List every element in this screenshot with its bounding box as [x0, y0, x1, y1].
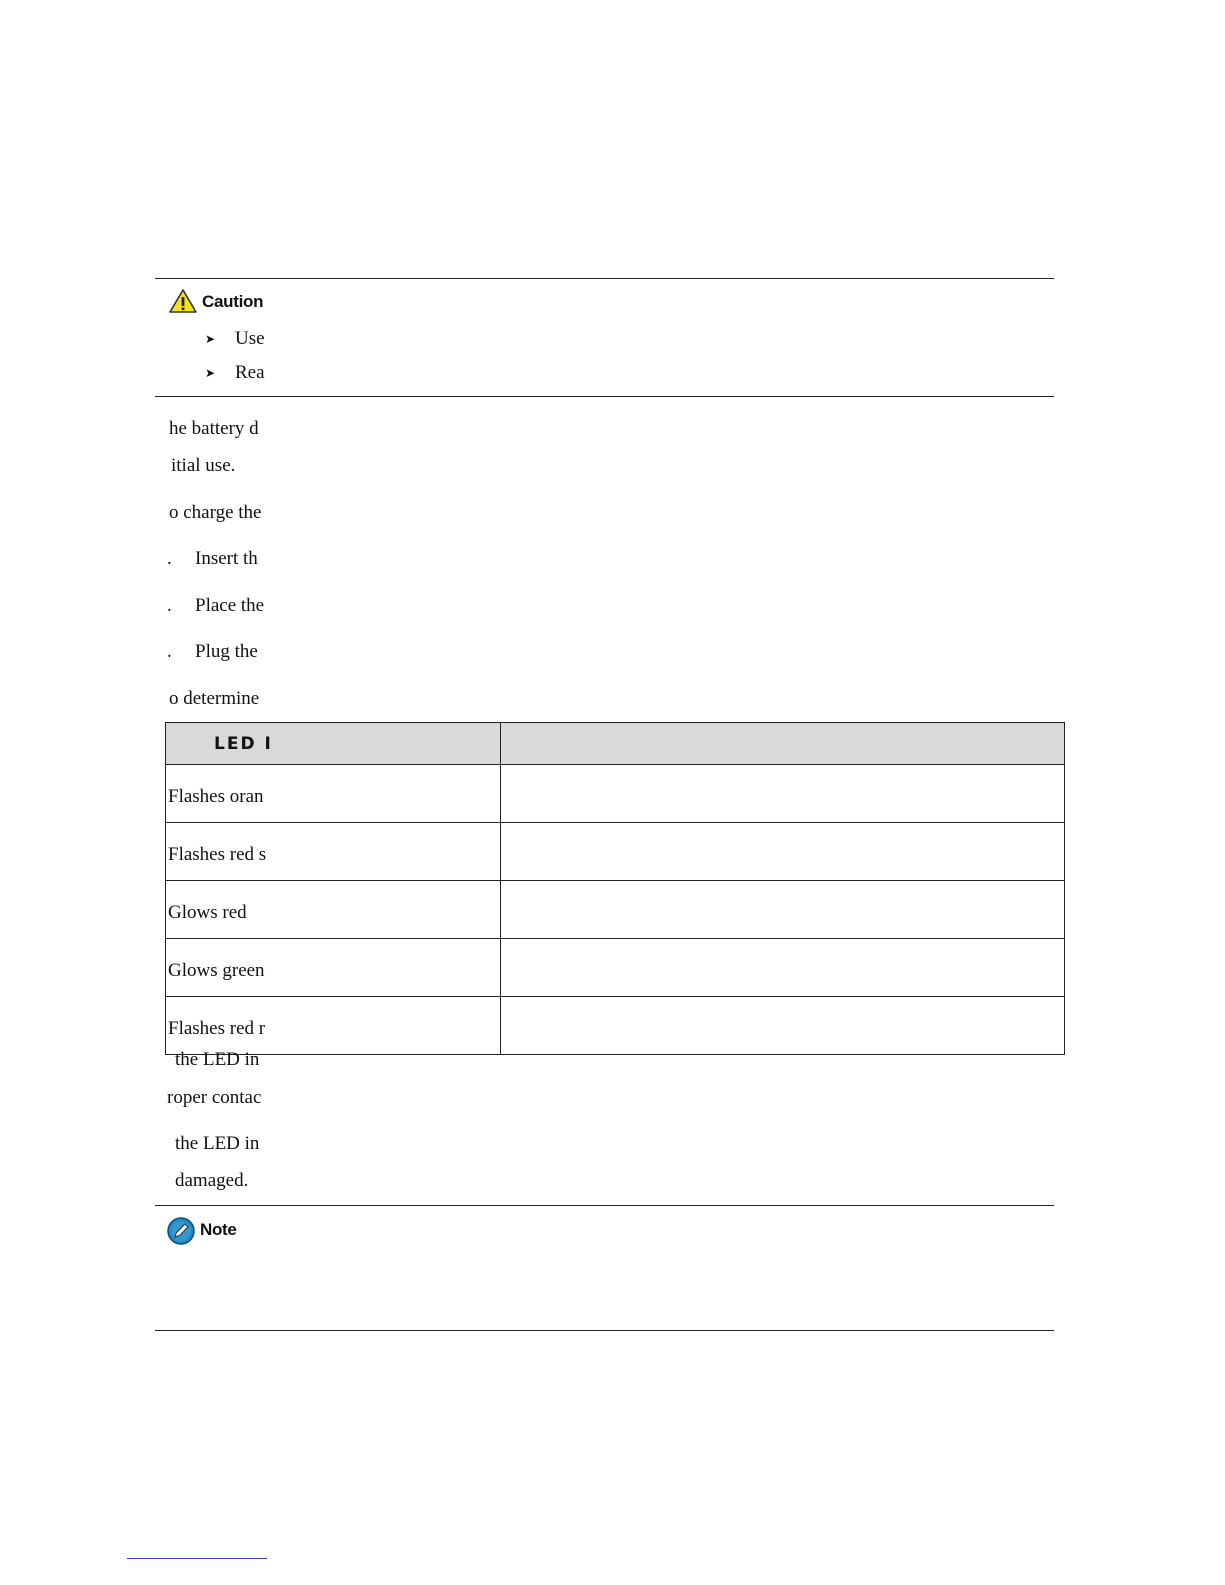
- paragraph-line: itial use.: [171, 455, 236, 476]
- caution-item: [205, 362, 265, 384]
- table-cell: [501, 881, 1065, 939]
- caution-item: [205, 328, 265, 350]
- paragraph-line: roper contac: [167, 1087, 262, 1108]
- table-row: [166, 823, 1065, 881]
- table-cell: [501, 939, 1065, 997]
- caution-bottom-rule: [155, 396, 1054, 397]
- table-row: [166, 997, 1065, 1055]
- note-top-rule: [155, 1205, 1054, 1206]
- table-header-row: [166, 723, 1065, 765]
- table-row: [166, 765, 1065, 823]
- step-number: .: [167, 548, 172, 569]
- step-number: .: [167, 595, 172, 616]
- table-cell: Glows red: [166, 881, 501, 939]
- note-bottom-rule: [155, 1330, 1054, 1331]
- step-number: .: [167, 641, 172, 662]
- table-row: [166, 881, 1065, 939]
- paragraph-line: he battery d: [169, 418, 259, 439]
- caution-title: Caution: [202, 292, 264, 311]
- step-item: [167, 641, 258, 663]
- table-cell: [501, 823, 1065, 881]
- paragraph-line: the LED in: [175, 1133, 260, 1154]
- note-heading: [166, 1216, 237, 1244]
- step-item: [167, 548, 258, 570]
- paragraph-line: the LED in: [175, 1049, 260, 1070]
- caution-heading: [168, 288, 263, 316]
- paragraph-line: damaged.: [175, 1170, 249, 1191]
- table-cell: [501, 765, 1065, 823]
- caution-item-text: Rea: [235, 362, 265, 383]
- step-text: Place the: [195, 595, 265, 616]
- charge-intro: o charge the: [169, 502, 262, 523]
- warning-triangle-icon: [168, 288, 198, 316]
- step-item: [167, 595, 264, 617]
- step-text: Insert th: [195, 548, 258, 569]
- note-title: Note: [200, 1220, 237, 1239]
- table-cell: Flashes oran: [166, 765, 501, 823]
- led-status-table: [165, 722, 1065, 1055]
- table-header-status: [501, 723, 1065, 765]
- caution-item-text: Use: [235, 328, 265, 349]
- footer-link-underline: [127, 1558, 267, 1559]
- table-cell: [501, 997, 1065, 1055]
- arrow-bullet-icon: ➤: [205, 332, 216, 346]
- arrow-bullet-icon: ➤: [205, 366, 216, 380]
- determine-intro: o determine: [169, 688, 260, 709]
- step-text: Plug the: [195, 641, 258, 662]
- caution-top-rule: [155, 278, 1054, 279]
- table-cell: Flashes red r: [166, 997, 501, 1055]
- table-cell: Glows green: [166, 939, 501, 997]
- table-header-led: LED I: [166, 723, 501, 765]
- table-row: [166, 939, 1065, 997]
- pencil-note-icon: [166, 1216, 196, 1244]
- table-cell: Flashes red s: [166, 823, 501, 881]
